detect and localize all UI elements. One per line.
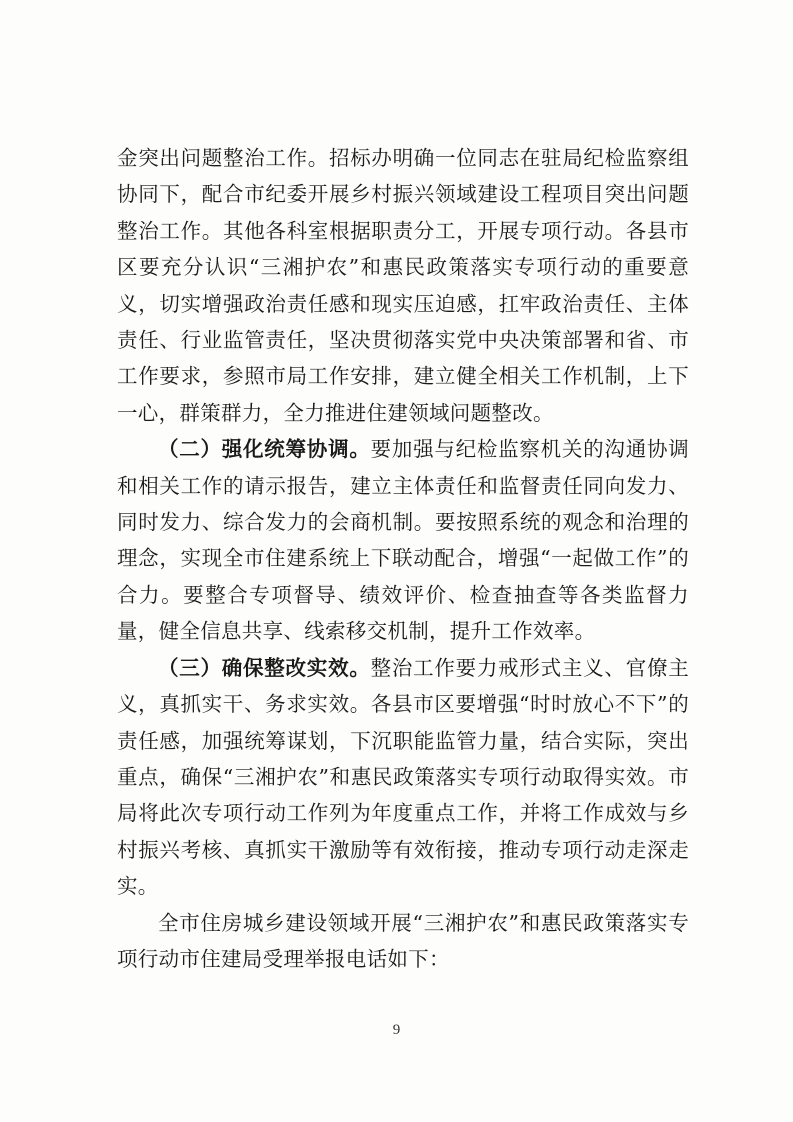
page-number: 9 bbox=[392, 1022, 401, 1038]
paragraph-4-text: 全市住房城乡建设领域开展“三湘护农”和惠民政策落实专项行动市住建局受理举报电话如下： bbox=[117, 910, 689, 971]
paragraph-4 bbox=[117, 905, 689, 978]
section-heading-effectiveness: （三）确保整改实效。 bbox=[158, 655, 371, 680]
paragraph-3-text: 整治工作要力戒形式主义、官僚主义，真抓实干、务求实效。各县市区要增强“时时放心不下”的责任感，加强统筹谋划，下沉职能监管力量，结合实际，突出重点，确保“三湘护农”和惠民政策落实专项行动取得实效。市局将此次专项行动工作列为年度重点工作，并将工作成效与乡村振兴考核、真抓实干激励等有效衔接，推动专项行动走深走实。 bbox=[117, 655, 690, 899]
paragraph-2 bbox=[117, 431, 689, 649]
body-text bbox=[117, 140, 689, 977]
paragraph-1-text: 金突出问题整治工作。招标办明确一位同志在驻局纪检监察组协同下，配合市纪委开展乡村振兴领域建设工程项目突出问题整治工作。其他各科室根据职责分工，开展专项行动。各县市区要充分认识“三湘护农”和惠民政策落实专项行动的重要意义，切实增强政治责任感和现实压迫感，扛牢政治责任、主体责任、行业监管责任，坚决贯彻落实党中央决策部署和省、市工作要求，参照市局工作安排，建立健全相关工作机制，上下一心，群策群力，全力推进住建领域问题整改。 bbox=[117, 146, 689, 425]
paragraph-1 bbox=[117, 140, 689, 431]
paragraph-3 bbox=[117, 650, 689, 905]
section-heading-coordination: （二）强化统筹协调。 bbox=[158, 437, 371, 462]
paragraph-2-text: 要加强与纪检监察机关的沟通协调和相关工作的请示报告，建立主体责任和监督责任同向发力、同时发力、综合发力的会商机制。要按照系统的观念和治理的理念，实现全市住建系统上下联动配合，增强“一起做工作”的合力。要整合专项督导、绩效评价、检查抽查等各类监督力量，健全信息共享、线索移交机制，提升工作效率。 bbox=[117, 437, 690, 644]
